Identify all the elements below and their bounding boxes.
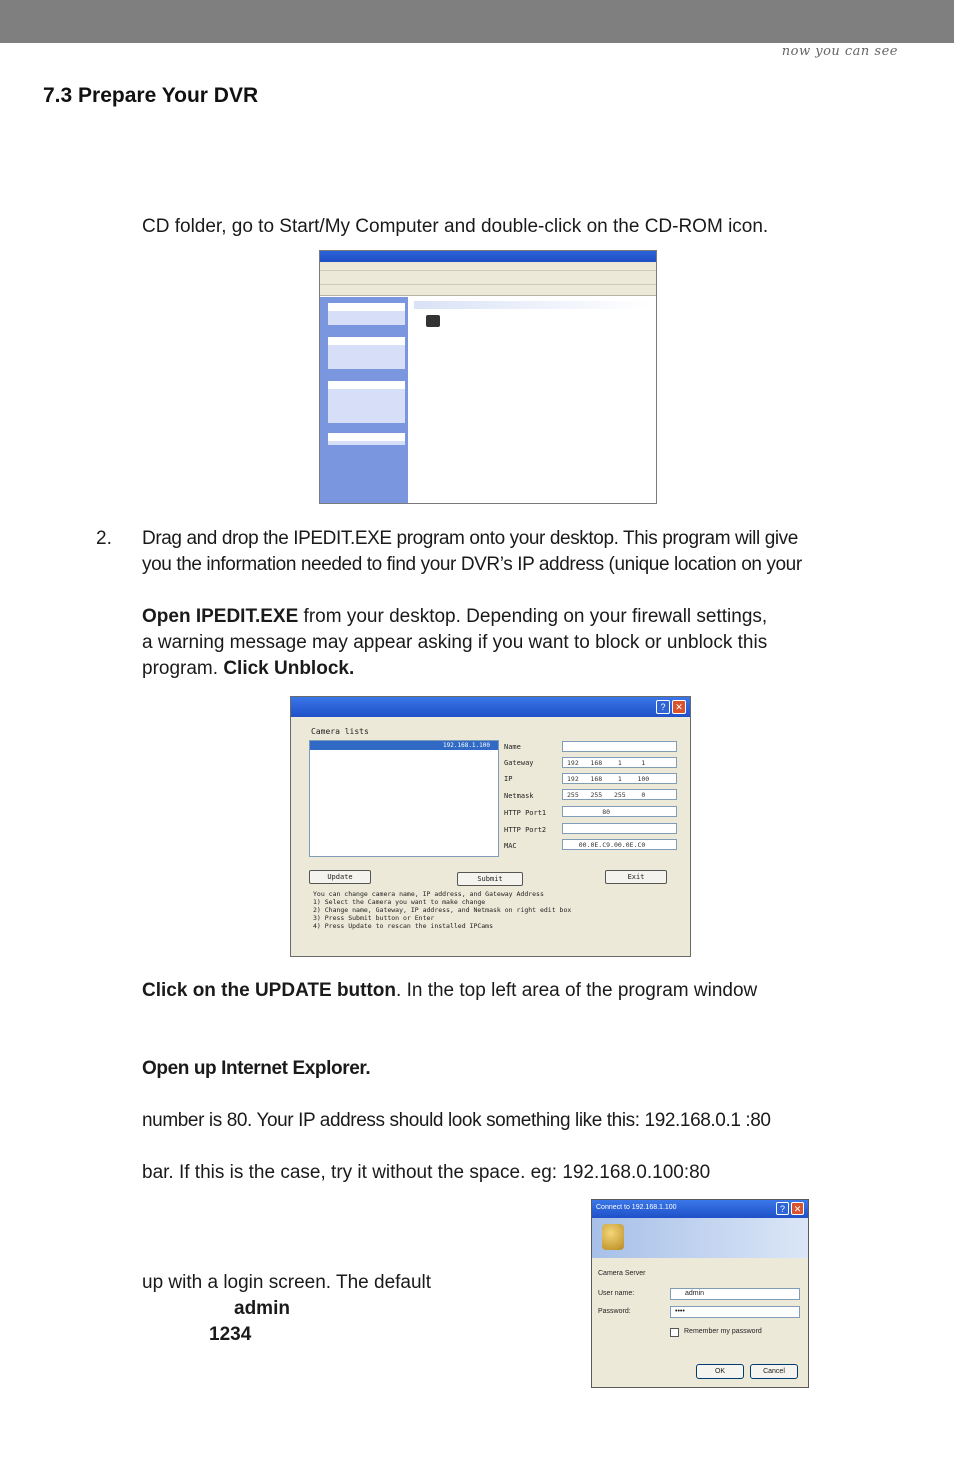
field-label-http-port2: HTTP Port2 — [504, 826, 547, 834]
files-header — [414, 301, 650, 309]
step7-line: bar. If this is the case, try it without the space. eg: 192.168.0.100:80 — [142, 1162, 711, 1183]
close-icon: ✕ — [791, 1202, 804, 1215]
ok-button: OK — [696, 1364, 744, 1379]
field-label-mac: MAC — [504, 842, 517, 850]
step1-text: CD folder, go to Start/My Computer and double-click on the CD-ROM icon. — [142, 216, 769, 237]
password-field: •••• — [670, 1306, 800, 1318]
step3-text: from your desktop. Depending on your firewall settings, — [298, 606, 768, 627]
step4-text: . In the top left area of the program window — [396, 980, 758, 1001]
explorer-titlebar — [320, 251, 656, 262]
remember-label: Remember my password — [684, 1328, 762, 1335]
help-icon: ? — [776, 1202, 789, 1215]
step2-line1: Drag and drop the IPEDIT.EXE program onto your desktop. This program will give — [142, 528, 798, 549]
task-panel — [328, 433, 405, 445]
update-button-bold: Click on the UPDATE button — [142, 980, 397, 1001]
field-ip: 192 168 1 100 — [562, 773, 677, 784]
username-field: admin — [670, 1288, 800, 1300]
step3-program-text: program. — [142, 658, 224, 679]
click-unblock-bold: Click Unblock. — [223, 658, 355, 679]
step5-line: Open up Internet Explorer. — [142, 1058, 371, 1079]
field-label-name: Name — [504, 743, 521, 751]
step2-number: 2. — [96, 528, 112, 549]
help-instructions: You can change camera name, IP address, and Gateway Address 1) Select the Camera you want to make change 2) Change name, Gateway, IP address, and Netmask on right edit box 3) Press Submit button or Enter 4) Press Update to rescan the installed IPCams — [313, 890, 572, 930]
step3-line3 — [142, 656, 354, 682]
step3-line2: a warning message may appear asking if you want to block or unblock this — [142, 632, 768, 653]
camera-list — [309, 740, 499, 857]
explorer-task-pane — [320, 297, 408, 504]
cancel-button: Cancel — [750, 1364, 798, 1379]
field-mac: 00.0E.C9.00.0E.C0 — [562, 839, 677, 850]
field-label-netmask: Netmask — [504, 792, 534, 800]
field-gateway: 192 168 1 1 — [562, 757, 677, 768]
explorer-menubar — [320, 262, 656, 271]
login-server-label: Camera Server — [598, 1270, 646, 1277]
step2-line2: you the information needed to find your DVR’s IP address (unique location on your — [142, 554, 802, 575]
window-controls — [776, 1202, 804, 1215]
username-label: User name: — [598, 1290, 635, 1297]
field-label-ip: IP — [504, 775, 513, 783]
remember-checkbox — [670, 1328, 679, 1337]
field-netmask: 255 255 255 0 — [562, 789, 677, 800]
default-password: 1234 — [209, 1324, 252, 1345]
header-band — [0, 0, 954, 43]
explorer-content — [408, 297, 656, 503]
section-title: 7.3 Prepare Your DVR — [43, 84, 259, 107]
window-controls — [656, 700, 686, 714]
help-icon: ? — [656, 700, 670, 714]
step3-line1 — [142, 604, 767, 630]
login-banner — [592, 1218, 808, 1258]
ipedit-titlebar — [291, 697, 690, 717]
default-username: admin — [234, 1298, 290, 1319]
login-titlebar — [592, 1200, 808, 1218]
login-title: Connect to 192.168.1.100 — [596, 1204, 677, 1211]
update-button: Update — [309, 870, 371, 884]
task-panel — [328, 337, 405, 369]
step8-line: up with a login screen. The default — [142, 1272, 432, 1293]
field-label-http-port1: HTTP Port1 — [504, 809, 547, 817]
field-http-port1: 80 — [562, 806, 677, 817]
keys-icon — [602, 1224, 624, 1250]
exit-button: Exit — [605, 870, 667, 884]
field-name — [562, 741, 677, 752]
cd-file-icon — [426, 315, 440, 327]
camera-list-label: Camera lists — [311, 727, 369, 736]
explorer-toolbar — [320, 271, 656, 285]
open-ipedit-bold: Open IPEDIT.EXE — [142, 606, 299, 627]
login-screenshot — [591, 1199, 809, 1388]
submit-button: Submit — [457, 872, 523, 886]
step4-line — [142, 978, 757, 1004]
explorer-address-bar — [320, 285, 656, 296]
task-panel — [328, 381, 405, 423]
explorer-screenshot — [319, 250, 657, 504]
close-icon: ✕ — [672, 700, 686, 714]
ipedit-screenshot — [290, 696, 691, 957]
task-panel — [328, 303, 405, 325]
camera-list-item: 192.168.1.100 — [310, 741, 498, 750]
password-label: Password: — [598, 1308, 631, 1315]
step6-line: number is 80. Your IP address should look something like this: 192.168.0.1 :80 — [142, 1110, 771, 1131]
field-http-port2 — [562, 823, 677, 834]
brand-tagline: now you can see — [781, 44, 898, 59]
field-label-gateway: Gateway — [504, 759, 534, 767]
